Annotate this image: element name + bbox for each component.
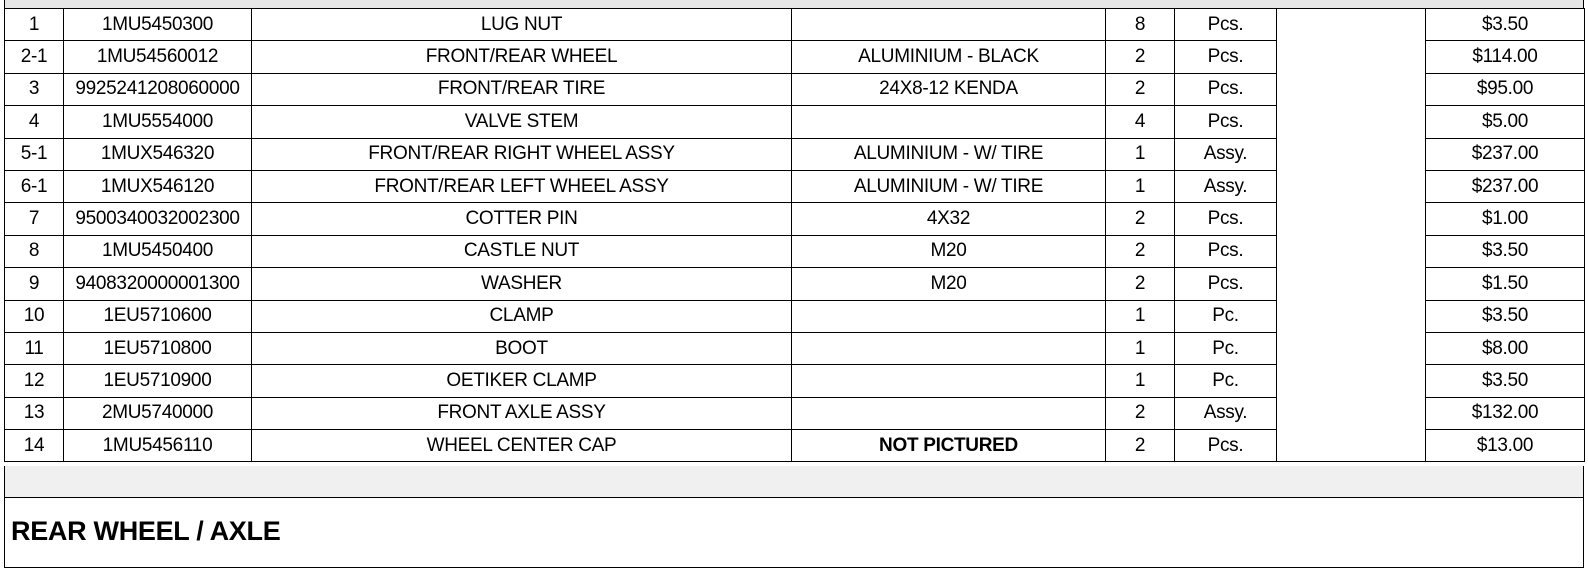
cell-ref: 14	[5, 430, 64, 462]
cell-blank	[1277, 332, 1426, 364]
cell-ref: 9	[5, 268, 64, 300]
cell-description: WASHER	[252, 268, 792, 300]
cell-description: COTTER PIN	[252, 203, 792, 235]
cell-ref: 6-1	[5, 170, 64, 202]
cell-blank	[1277, 235, 1426, 267]
cell-blank	[1277, 203, 1426, 235]
cell-quantity: 2	[1106, 268, 1175, 300]
cell-unit: Pcs.	[1175, 41, 1277, 73]
cell-part-number: 1MU5450400	[64, 235, 252, 267]
cell-unit: Pc.	[1175, 365, 1277, 397]
cell-quantity: 1	[1106, 300, 1175, 332]
cell-price: $1.00	[1426, 203, 1585, 235]
cell-description: OETIKER CLAMP	[252, 365, 792, 397]
cell-quantity: 2	[1106, 41, 1175, 73]
cell-quantity: 1	[1106, 138, 1175, 170]
cell-price: $237.00	[1426, 170, 1585, 202]
cell-blank	[1277, 170, 1426, 202]
cell-price: $3.50	[1426, 9, 1585, 41]
cell-spec: NOT PICTURED	[792, 430, 1106, 462]
section-header-rear-wheel-axle	[4, 497, 1584, 568]
cell-quantity: 2	[1106, 235, 1175, 267]
cell-blank	[1277, 365, 1426, 397]
cell-unit: Pcs.	[1175, 235, 1277, 267]
cell-unit: Pc.	[1175, 332, 1277, 364]
cell-ref: 2-1	[5, 41, 64, 73]
cell-unit: Pcs.	[1175, 73, 1277, 105]
cell-description: WHEEL CENTER CAP	[252, 430, 792, 462]
cell-ref: 10	[5, 300, 64, 332]
cell-part-number: 1MU5450300	[64, 9, 252, 41]
cell-description: FRONT/REAR TIRE	[252, 73, 792, 105]
cell-spec: 4X32	[792, 203, 1106, 235]
cell-spec: ALUMINIUM - W/ TIRE	[792, 138, 1106, 170]
cell-description: BOOT	[252, 332, 792, 364]
cell-part-number: 2MU5740000	[64, 397, 252, 429]
cell-blank	[1277, 73, 1426, 105]
cell-description: FRONT AXLE ASSY	[252, 397, 792, 429]
table-row	[5, 300, 1585, 332]
table-row	[5, 365, 1585, 397]
cell-quantity: 2	[1106, 430, 1175, 462]
cell-blank	[1277, 268, 1426, 300]
cell-part-number: 1MU5554000	[64, 106, 252, 138]
table-row	[5, 106, 1585, 138]
section-spacer	[4, 466, 1584, 498]
cell-part-number: 9500340032002300	[64, 203, 252, 235]
cell-ref: 4	[5, 106, 64, 138]
cell-blank	[1277, 106, 1426, 138]
cell-price: $8.00	[1426, 332, 1585, 364]
table-row	[5, 235, 1585, 267]
cell-spec: M20	[792, 268, 1106, 300]
cell-description: FRONT/REAR LEFT WHEEL ASSY	[252, 170, 792, 202]
cell-ref: 7	[5, 203, 64, 235]
cell-ref: 8	[5, 235, 64, 267]
cell-unit: Assy.	[1175, 138, 1277, 170]
cell-description: LUG NUT	[252, 9, 792, 41]
table-top-band	[4, 0, 1584, 8]
cell-part-number: 1MUX546320	[64, 138, 252, 170]
cell-quantity: 1	[1106, 332, 1175, 364]
cell-price: $237.00	[1426, 138, 1585, 170]
cell-ref: 1	[5, 9, 64, 41]
parts-table	[4, 8, 1585, 462]
cell-ref: 13	[5, 397, 64, 429]
cell-ref: 3	[5, 73, 64, 105]
cell-part-number: 1EU5710900	[64, 365, 252, 397]
cell-price: $114.00	[1426, 41, 1585, 73]
cell-spec	[792, 397, 1106, 429]
cell-part-number: 1EU5710800	[64, 332, 252, 364]
table-row	[5, 430, 1585, 462]
table-row	[5, 73, 1585, 105]
cell-quantity: 2	[1106, 73, 1175, 105]
cell-part-number: 1MUX546120	[64, 170, 252, 202]
cell-price: $3.50	[1426, 235, 1585, 267]
cell-spec: 24X8-12 KENDA	[792, 73, 1106, 105]
cell-blank	[1277, 138, 1426, 170]
cell-blank	[1277, 41, 1426, 73]
cell-price: $3.50	[1426, 300, 1585, 332]
cell-description: FRONT/REAR RIGHT WHEEL ASSY	[252, 138, 792, 170]
cell-quantity: 8	[1106, 9, 1175, 41]
parts-table-body	[5, 9, 1585, 462]
cell-spec: ALUMINIUM - BLACK	[792, 41, 1106, 73]
cell-quantity: 4	[1106, 106, 1175, 138]
table-row	[5, 332, 1585, 364]
table-row	[5, 268, 1585, 300]
section-title: REAR WHEEL / AXLE	[11, 516, 281, 546]
cell-price: $13.00	[1426, 430, 1585, 462]
cell-ref: 11	[5, 332, 64, 364]
cell-unit: Pcs.	[1175, 430, 1277, 462]
cell-unit: Assy.	[1175, 397, 1277, 429]
cell-price: $3.50	[1426, 365, 1585, 397]
table-row	[5, 138, 1585, 170]
cell-quantity: 1	[1106, 365, 1175, 397]
cell-description: CLAMP	[252, 300, 792, 332]
cell-quantity: 2	[1106, 203, 1175, 235]
cell-ref: 5-1	[5, 138, 64, 170]
cell-unit: Pc.	[1175, 300, 1277, 332]
cell-spec	[792, 300, 1106, 332]
table-row	[5, 9, 1585, 41]
cell-spec	[792, 9, 1106, 41]
cell-price: $95.00	[1426, 73, 1585, 105]
cell-price: $1.50	[1426, 268, 1585, 300]
cell-description: CASTLE NUT	[252, 235, 792, 267]
cell-spec: M20	[792, 235, 1106, 267]
cell-unit: Pcs.	[1175, 268, 1277, 300]
cell-blank	[1277, 430, 1426, 462]
cell-price: $5.00	[1426, 106, 1585, 138]
cell-unit: Pcs.	[1175, 106, 1277, 138]
cell-price: $132.00	[1426, 397, 1585, 429]
cell-quantity: 2	[1106, 397, 1175, 429]
cell-part-number: 1MU5456110	[64, 430, 252, 462]
cell-spec: ALUMINIUM - W/ TIRE	[792, 170, 1106, 202]
cell-unit: Pcs.	[1175, 203, 1277, 235]
table-row	[5, 203, 1585, 235]
cell-part-number: 9408320000001300	[64, 268, 252, 300]
cell-unit: Assy.	[1175, 170, 1277, 202]
cell-part-number: 1EU5710600	[64, 300, 252, 332]
table-row	[5, 170, 1585, 202]
cell-blank	[1277, 397, 1426, 429]
cell-blank	[1277, 9, 1426, 41]
cell-ref: 12	[5, 365, 64, 397]
cell-quantity: 1	[1106, 170, 1175, 202]
cell-spec	[792, 332, 1106, 364]
cell-part-number: 9925241208060000	[64, 73, 252, 105]
cell-part-number: 1MU54560012	[64, 41, 252, 73]
cell-spec	[792, 106, 1106, 138]
cell-description: VALVE STEM	[252, 106, 792, 138]
cell-blank	[1277, 300, 1426, 332]
table-row	[5, 41, 1585, 73]
cell-unit: Pcs.	[1175, 9, 1277, 41]
cell-spec	[792, 365, 1106, 397]
cell-description: FRONT/REAR WHEEL	[252, 41, 792, 73]
table-row	[5, 397, 1585, 429]
